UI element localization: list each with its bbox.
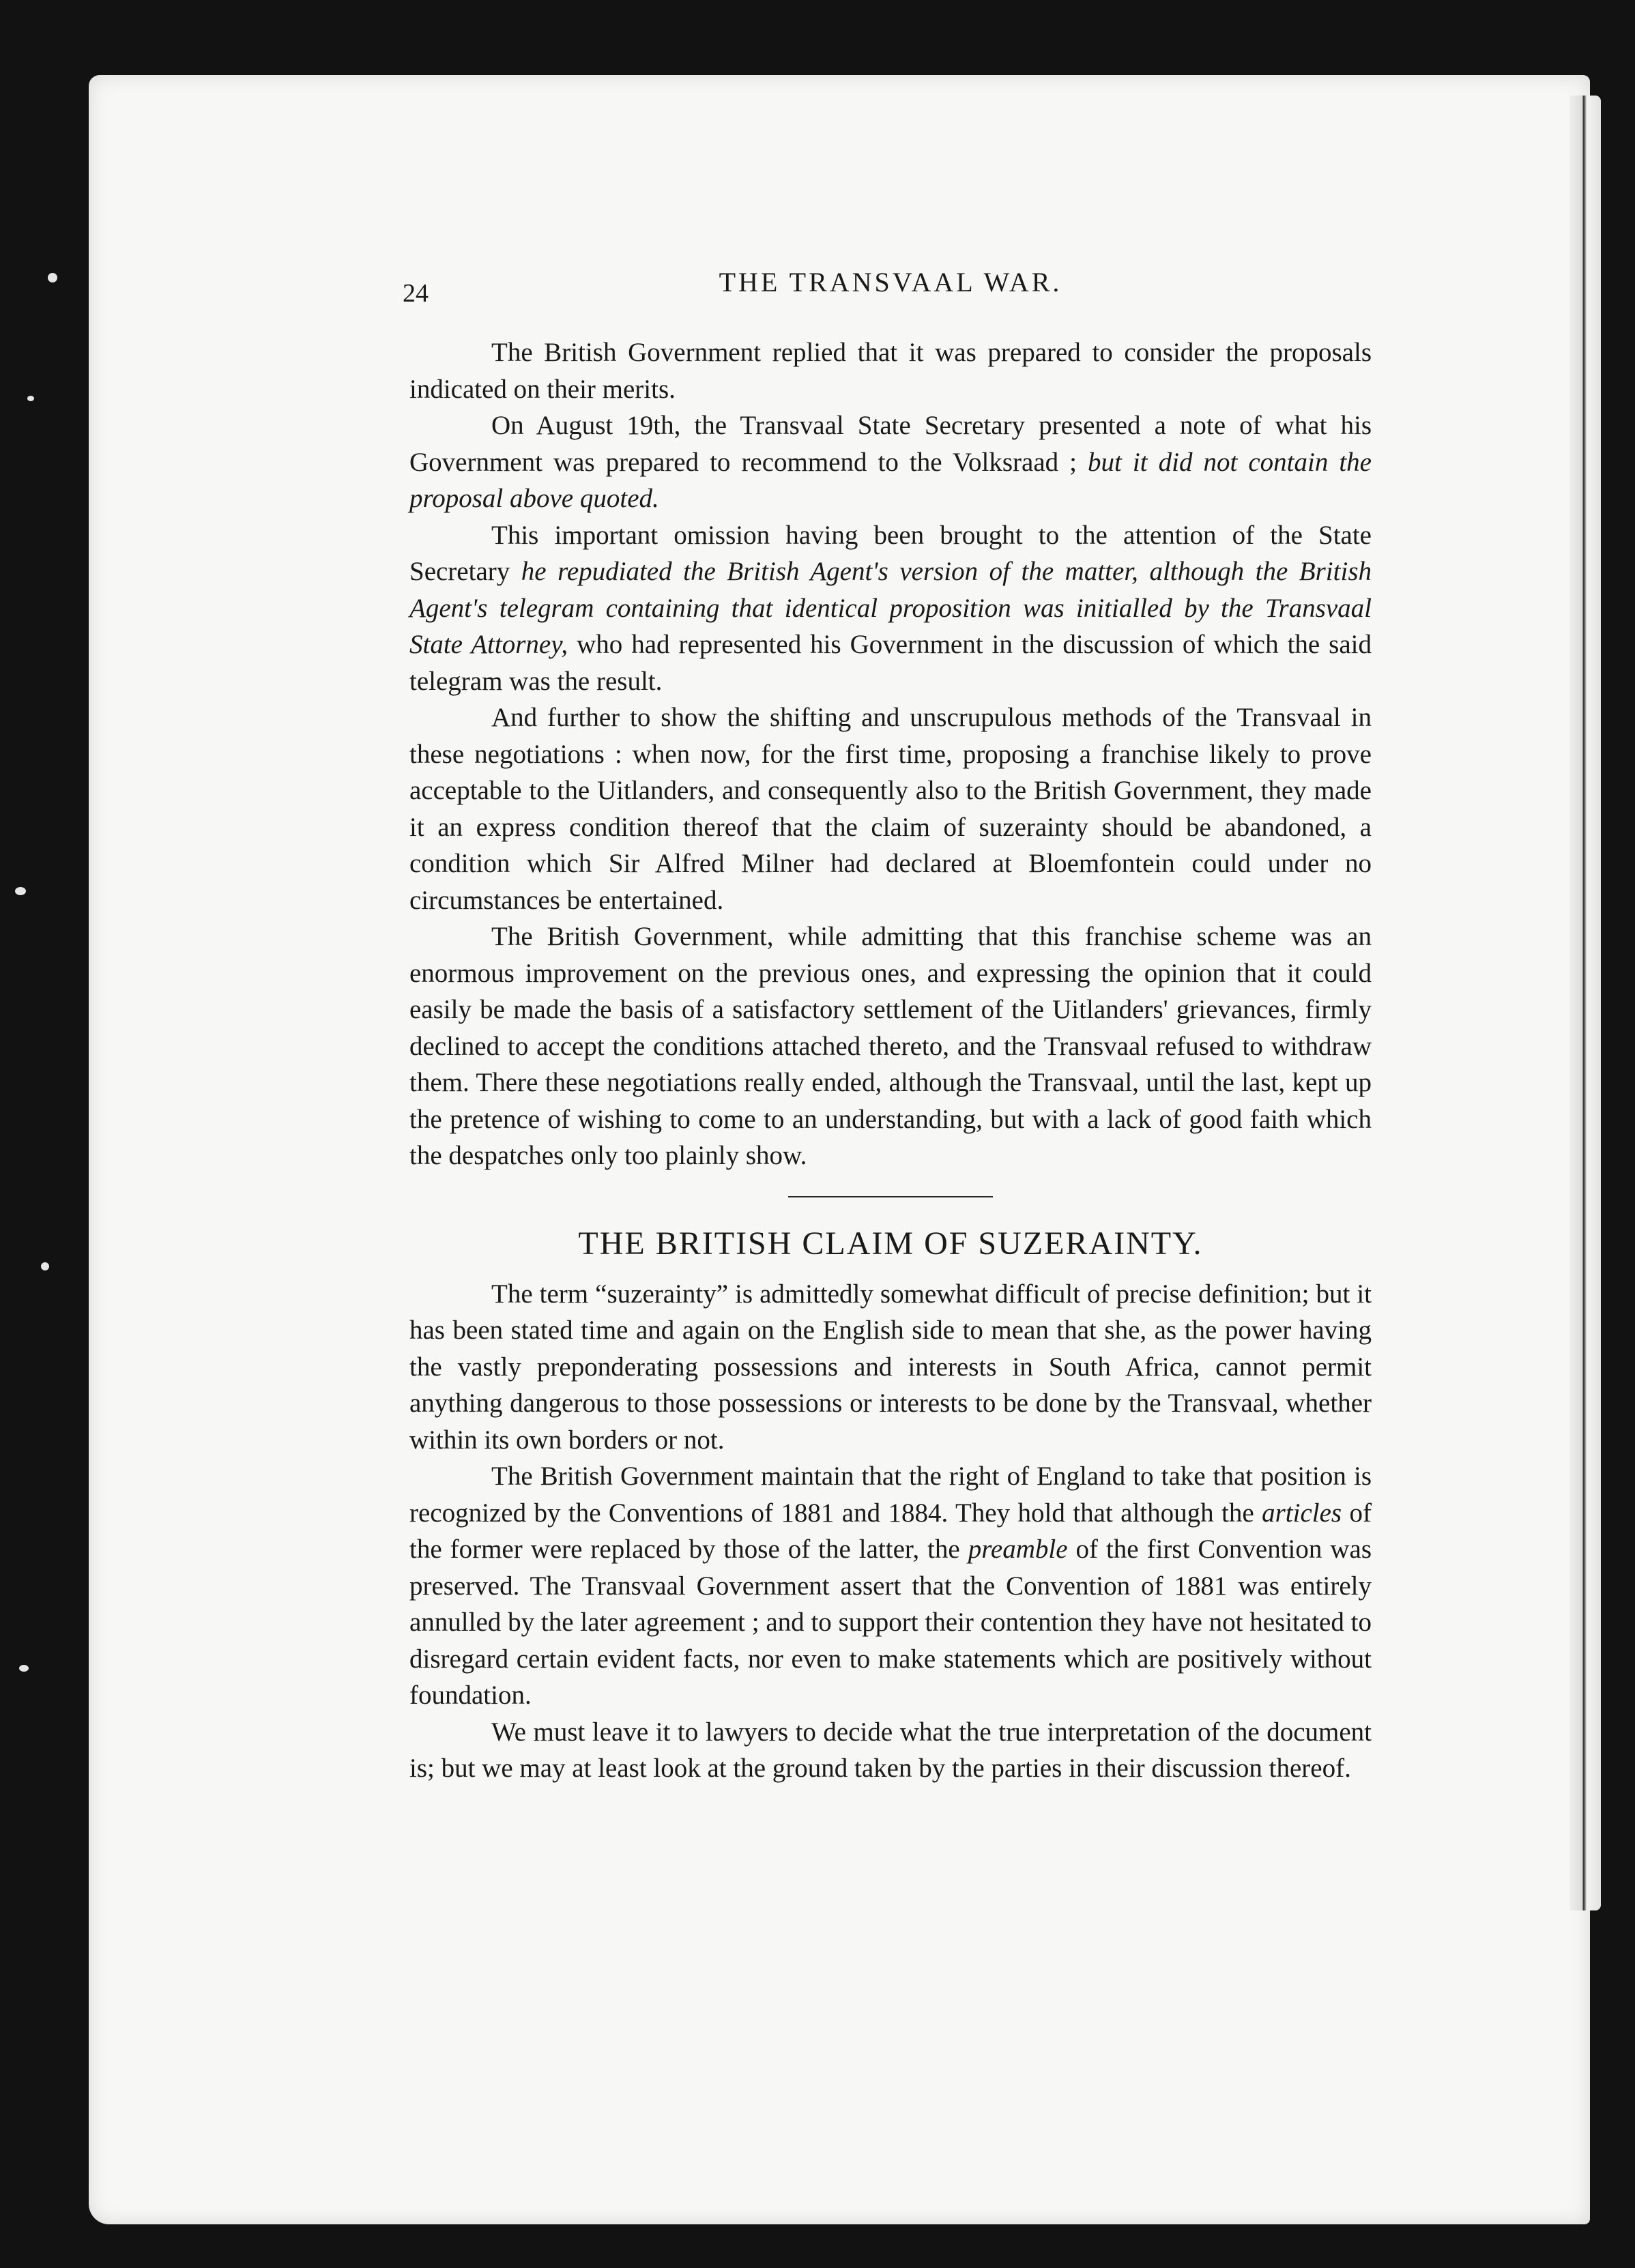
- italic-text: he repudiated the British Agent's version of the matter, although the British Agent's telegram containing that identical proposition was initialled by the Transvaal State Attorney,: [409, 557, 1372, 659]
- paragraph: [409, 1458, 1372, 1714]
- paragraph: [409, 407, 1372, 517]
- page-text: [403, 266, 1372, 1787]
- page-edge: [1569, 96, 1601, 1910]
- italic-text: articles: [1262, 1498, 1342, 1528]
- italic-text: but it did not contain the proposal above quoted.: [409, 447, 1372, 513]
- running-title: THE TRANSVAAL WAR.: [719, 267, 1062, 297]
- paragraph: The term “suzerainty” is admittedly somewhat difficult of precise definition; but it has been stated time and again on the English side to mean that she, as the power having the vastly preponderating possessions and interests in South Africa, cannot permit anything dangerous to those possessions or interests to be done by the Transvaal, whether within its own borders or not.: [409, 1279, 1372, 1455]
- paragraph: We must leave it to lawyers to decide what the true interpretation of the document is; but we may at least look at the ground taken by the parties in their discussion thereof.: [409, 1717, 1372, 1783]
- paragraph-text: On August 19th, the Transvaal State Secretary presented a note of what his Government was prepared to recommend to the Volksraad ;: [409, 411, 1372, 477]
- dust-speck: [48, 273, 57, 282]
- page-header: [403, 266, 1372, 308]
- paragraph-text: of the first Convention was preserved. The Transvaal Government assert that the Convention of 1881 was entirely annulled by the later agreement ; and to support their contention they have not hesitated to disregard certain evident facts, nor even to make statements which are positively without foundation.: [409, 1535, 1372, 1710]
- paragraph: And further to show the shifting and unscrupulous methods of the Transvaal in these negotiations : when now, for the first time, proposing a franchise likely to prove acceptable to the Uitlanders, and consequently also to the British Government, they made it an express condition thereof that the claim of suzerainty should be abandoned, a condition which Sir Alfred Milner had declared at Bloemfontein could under no circumstances be entertained.: [409, 703, 1372, 915]
- paragraph: The British Government, while admitting that this franchise scheme was an enormous improvement on the previous ones, and expressing the opinion that it could easily be made the basis of a satisfactory settlement of the Uitlanders' grievances, firmly declined to accept the conditions attached thereto, and the Transvaal refused to withdraw them. There these negotiations really ended, although the Transvaal, until the last, kept up the pretence of wishing to come to an understanding, but with a lack of good faith which the despatches only too plainly show.: [409, 922, 1372, 1170]
- section-heading: THE BRITISH CLAIM OF SUZERAINTY.: [578, 1225, 1203, 1262]
- paragraph-text: who had represented his Government in the discussion of which the said telegram was the result.: [409, 630, 1372, 696]
- dust-speck: [15, 887, 26, 895]
- section-divider: [788, 1196, 993, 1197]
- dust-speck: [19, 1665, 29, 1672]
- page-number: 24: [403, 279, 429, 308]
- italic-text: preamble: [968, 1535, 1068, 1564]
- paragraph-text: of the former were replaced by those of the latter, the: [409, 1498, 1372, 1564]
- paragraph: The British Government replied that it was prepared to consider the proposals indicated on their merits.: [409, 338, 1372, 404]
- dust-speck: [27, 396, 34, 401]
- dust-speck: [41, 1262, 49, 1270]
- paragraph-text: This important omission having been brought to the attention of the State Secretary: [409, 520, 1372, 586]
- paragraph-text: The British Government maintain that the right of England to take that position is recognized by the Conventions of 1881 and 1884. They hold that although the: [409, 1462, 1372, 1528]
- paragraph: [409, 517, 1372, 700]
